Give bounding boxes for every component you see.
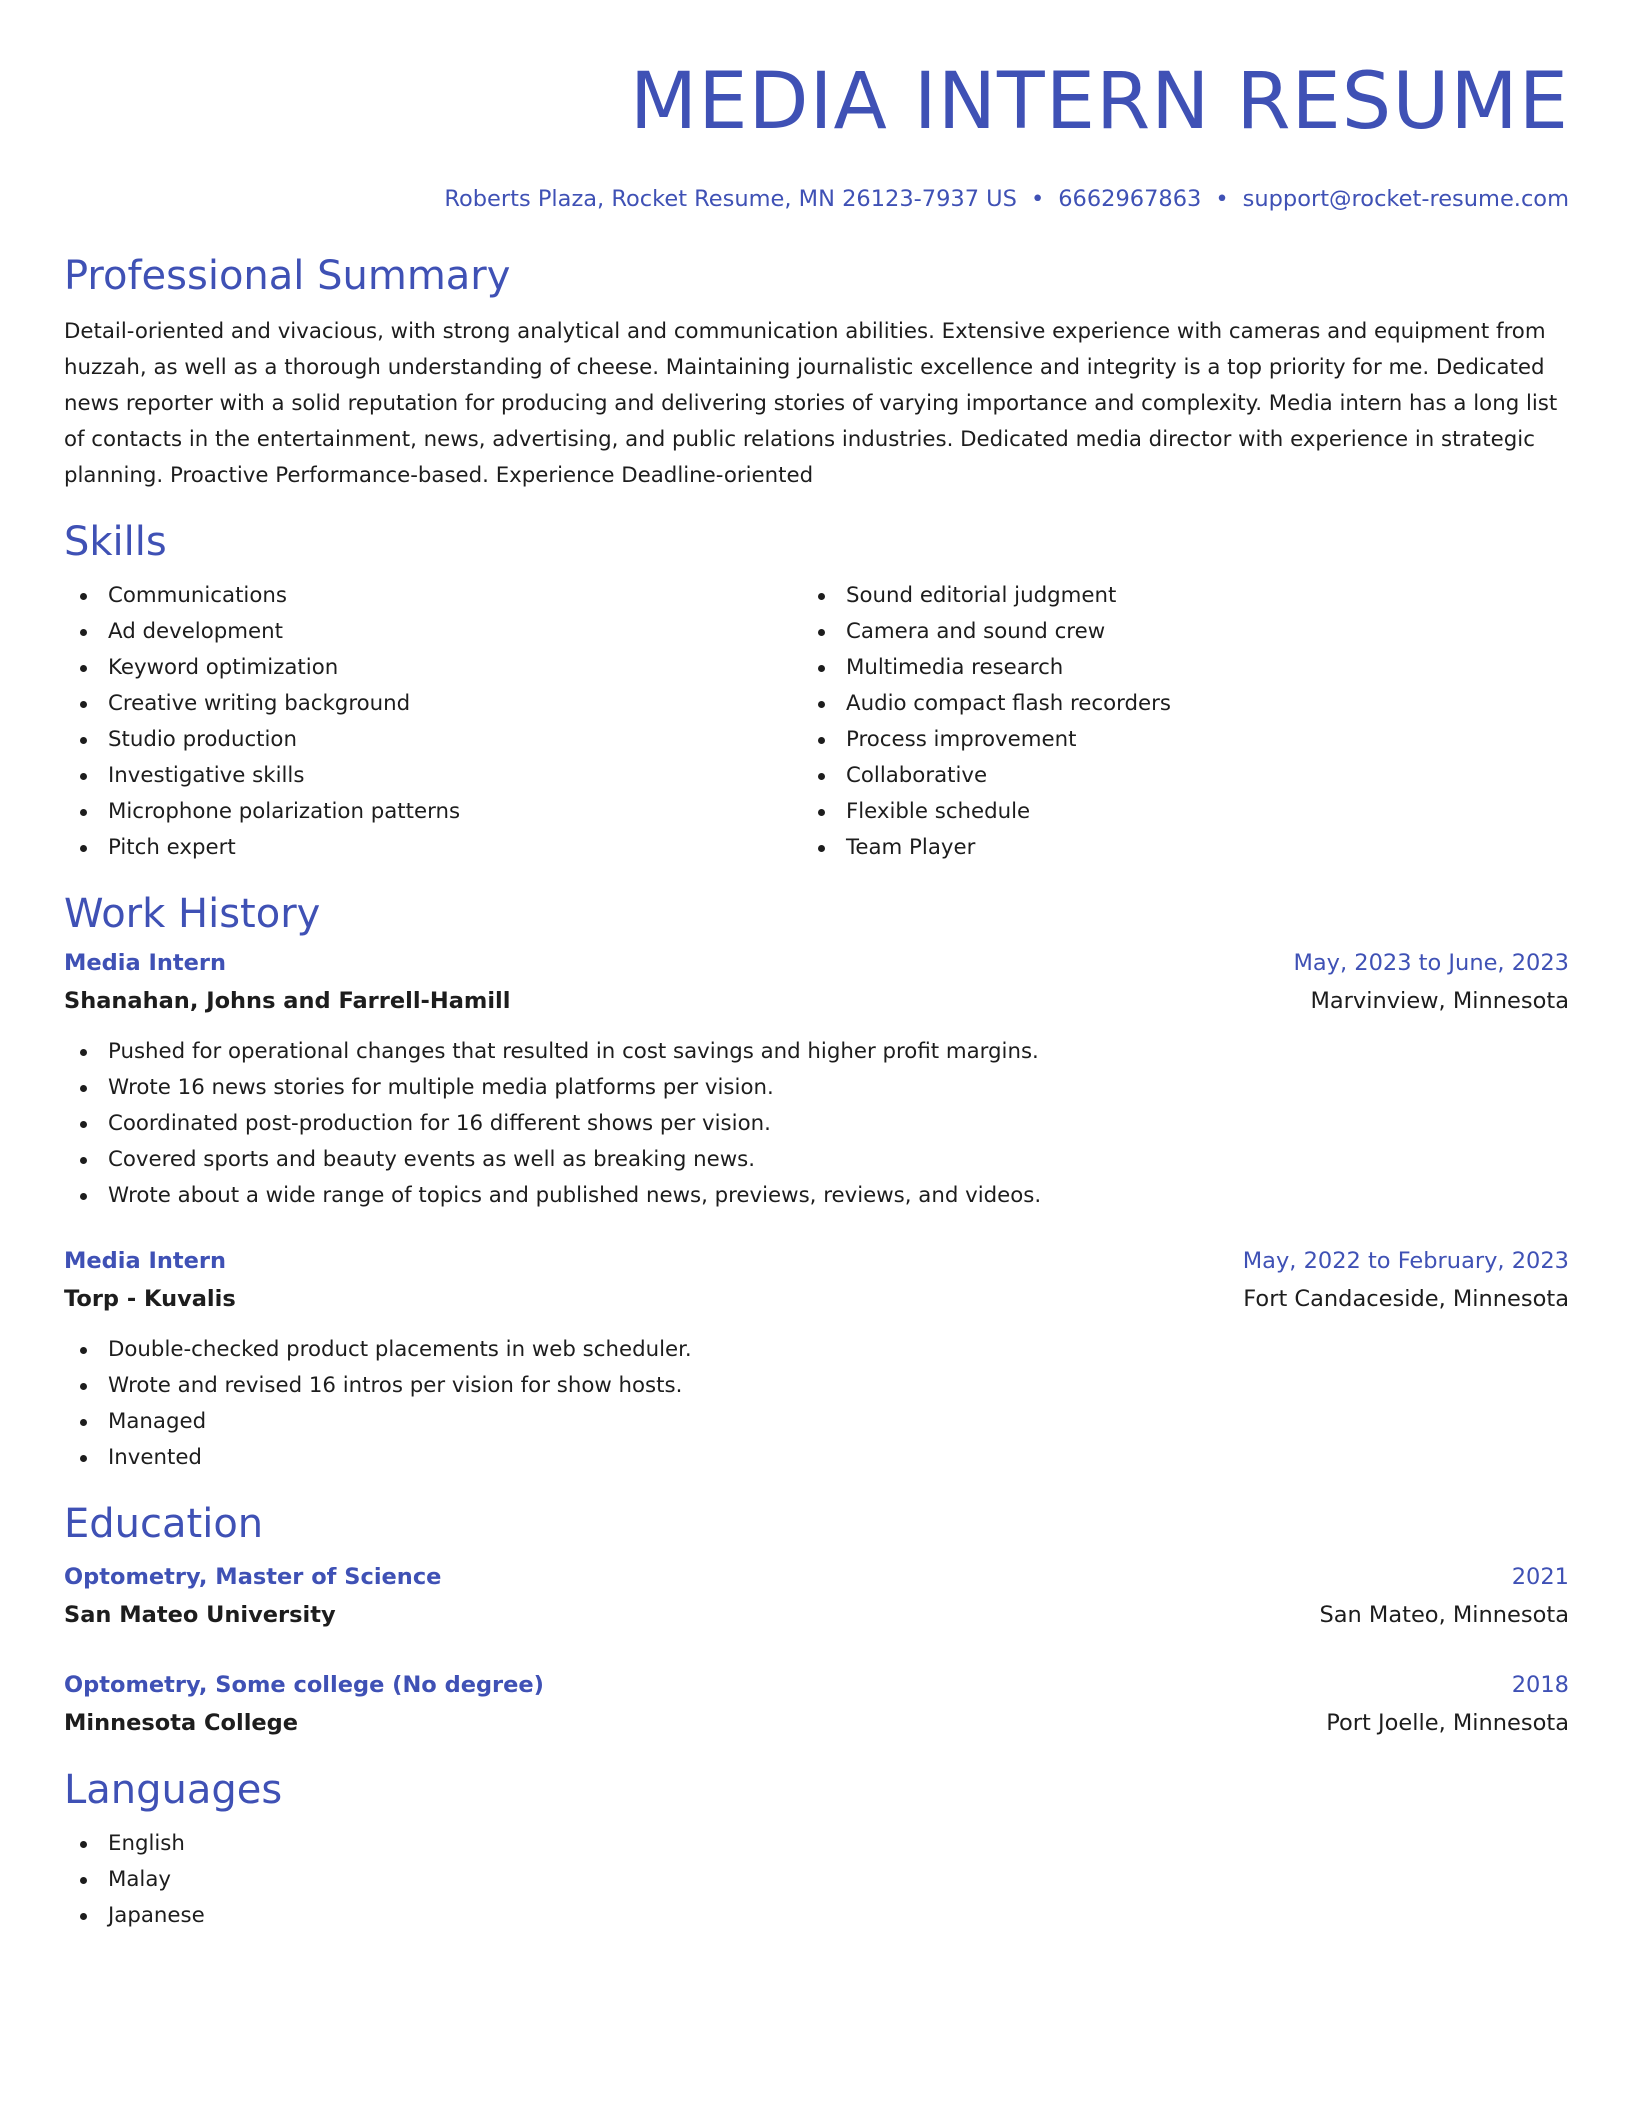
education-location: Port Joelle, Minnesota	[1326, 1710, 1569, 1736]
job-entry	[64, 1242, 1569, 1476]
contact-separator: •	[1215, 186, 1229, 212]
education-school-row	[64, 1596, 1569, 1634]
job-location: Marvinview, Minnesota	[1310, 988, 1569, 1014]
skill-item: Microphone polarization patterns	[64, 794, 802, 830]
education-school-row	[64, 1704, 1569, 1742]
job-duties-list	[64, 1332, 1569, 1476]
languages-heading: Languages	[64, 1767, 283, 1813]
summary-section	[64, 252, 1569, 494]
skill-item: Multimedia research	[802, 650, 1540, 686]
language-item: Japanese	[64, 1898, 1569, 1934]
education-year: 2018	[1511, 1672, 1569, 1698]
education-heading: Education	[64, 1501, 264, 1547]
job-duty-item: Managed	[64, 1404, 1569, 1440]
education-degree-row	[64, 1666, 1569, 1704]
skill-item: Team Player	[802, 830, 1540, 866]
education-school: San Mateo University	[64, 1602, 336, 1628]
languages-list	[64, 1826, 1569, 1934]
skills-column-left	[64, 578, 802, 866]
job-duty-item: Double-checked product placements in web scheduler.	[64, 1332, 1569, 1368]
skill-item: Ad development	[64, 614, 802, 650]
job-duty-item: Invented	[64, 1440, 1569, 1476]
education-section	[64, 1500, 1569, 1742]
education-entry	[64, 1558, 1569, 1634]
skill-item: Keyword optimization	[64, 650, 802, 686]
skills-column-right	[802, 578, 1540, 866]
skills-grid	[64, 578, 1569, 866]
skill-item: Collaborative	[802, 758, 1540, 794]
contact-separator: •	[1030, 186, 1045, 212]
education-school: Minnesota College	[64, 1710, 299, 1736]
job-entry	[64, 944, 1569, 1214]
job-duty-item: Wrote and revised 16 intros per vision for show hosts.	[64, 1368, 1569, 1404]
job-company-row	[64, 1280, 1569, 1318]
resume-title: MEDIA INTERN RESUME	[629, 57, 1569, 147]
skill-item: Studio production	[64, 722, 802, 758]
job-title: Media Intern	[64, 950, 227, 976]
skills-heading: Skills	[64, 519, 167, 565]
skill-item: Communications	[64, 578, 802, 614]
resume-header	[64, 54, 1569, 214]
education-year: 2021	[1511, 1564, 1569, 1590]
languages-section	[64, 1766, 1569, 1934]
skill-item: Sound editorial judgment	[802, 578, 1540, 614]
skill-item: Camera and sound crew	[802, 614, 1540, 650]
skills-section	[64, 518, 1569, 866]
job-company: Shanahan, Johns and Farrell-Hamill	[64, 988, 511, 1014]
summary-text: Detail-oriented and vivacious, with strong analytical and communication abilities. Extensive experience with cameras and equipment from huzzah, as well as a thorough understanding of cheese. Maintaining journalistic excellence and integrity is a top priority for me. Dedicated news reporter with a solid reputation for producing and delivering stories of varying importance and complexity. Media intern has a long list of contacts in the entertainment, news, advertising, and public relations industries. Dedicated media director with experience in strategic planning. Proactive Performance-based. Experience Deadline-oriented	[64, 319, 1558, 488]
job-dates: May, 2023 to June, 2023	[1293, 950, 1569, 976]
education-degree: Optometry, Some college (No degree)	[64, 1672, 544, 1698]
job-dates: May, 2022 to February, 2023	[1242, 1248, 1569, 1274]
skills-list-right	[802, 578, 1540, 866]
job-title: Media Intern	[64, 1248, 227, 1274]
skill-item: Audio compact flash recorders	[802, 686, 1540, 722]
skill-item: Creative writing background	[64, 686, 802, 722]
education-entry	[64, 1666, 1569, 1742]
job-company: Torp - Kuvalis	[64, 1286, 236, 1312]
job-duty-item: Coordinated post-production for 16 different shows per vision.	[64, 1106, 1569, 1142]
job-duty-item: Wrote 16 news stories for multiple media platforms per vision.	[64, 1070, 1569, 1106]
contact-email: support@rocket-resume.com	[1242, 186, 1569, 212]
job-duties-list	[64, 1034, 1569, 1214]
work-history-heading: Work History	[64, 891, 321, 937]
skill-item: Investigative skills	[64, 758, 802, 794]
job-location: Fort Candaceside, Minnesota	[1243, 1286, 1569, 1312]
job-duty-item: Wrote about a wide range of topics and published news, previews, reviews, and videos.	[64, 1178, 1569, 1214]
job-duty-item: Pushed for operational changes that resulted in cost savings and higher profit margins.	[64, 1034, 1569, 1070]
contact-line	[64, 184, 1569, 214]
education-degree: Optometry, Master of Science	[64, 1564, 442, 1590]
summary-heading: Professional Summary	[64, 253, 511, 299]
job-duty-item: Covered sports and beauty events as well as breaking news.	[64, 1142, 1569, 1178]
education-degree-row	[64, 1558, 1569, 1596]
skill-item: Process improvement	[802, 722, 1540, 758]
skill-item: Pitch expert	[64, 830, 802, 866]
skills-list-left	[64, 578, 802, 866]
language-item: Malay	[64, 1862, 1569, 1898]
job-title-row	[64, 1242, 1569, 1280]
contact-phone: 6662967863	[1058, 186, 1202, 212]
language-item: English	[64, 1826, 1569, 1862]
contact-address: Roberts Plaza, Rocket Resume, MN 26123-7937 US	[444, 186, 1017, 212]
job-title-row	[64, 944, 1569, 982]
skill-item: Flexible schedule	[802, 794, 1540, 830]
education-location: San Mateo, Minnesota	[1319, 1602, 1569, 1628]
job-company-row	[64, 982, 1569, 1020]
work-history-section	[64, 890, 1569, 1476]
